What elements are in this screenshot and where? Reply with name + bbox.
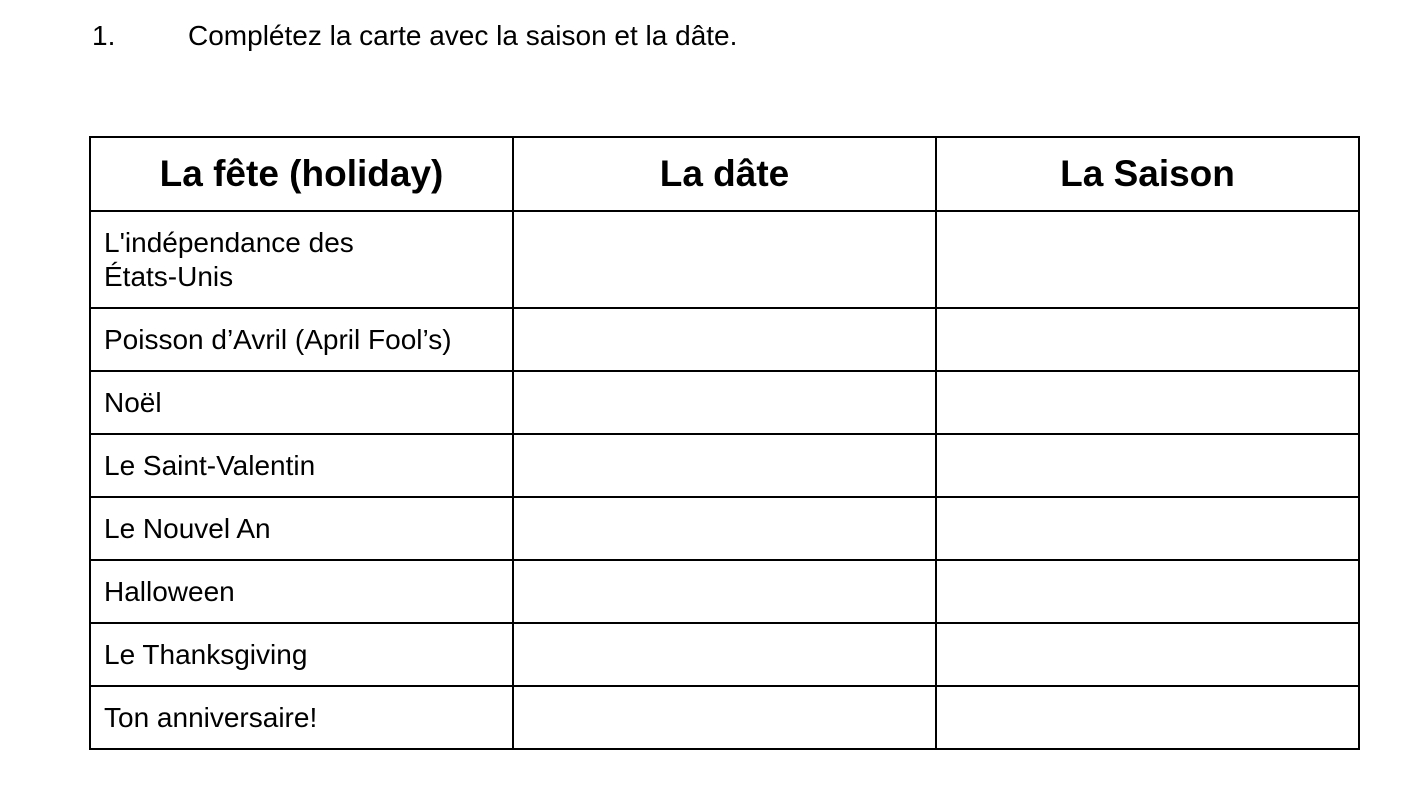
- holiday-cell: Le Thanksgiving: [90, 623, 513, 686]
- holiday-cell: Le Saint-Valentin: [90, 434, 513, 497]
- season-cell[interactable]: [936, 686, 1359, 749]
- date-cell[interactable]: [513, 308, 936, 371]
- season-cell[interactable]: [936, 371, 1359, 434]
- date-cell[interactable]: [513, 686, 936, 749]
- header-season: La Saison: [936, 137, 1359, 211]
- table-row: [90, 497, 1359, 560]
- table-row: [90, 623, 1359, 686]
- date-cell[interactable]: [513, 434, 936, 497]
- holiday-cell: Ton anniversaire!: [90, 686, 513, 749]
- season-cell[interactable]: [936, 497, 1359, 560]
- instruction: [92, 18, 737, 54]
- season-cell[interactable]: [936, 560, 1359, 623]
- holiday-cell: Poisson d’Avril (April Fool’s): [90, 308, 513, 371]
- table-row: [90, 308, 1359, 371]
- date-cell[interactable]: [513, 371, 936, 434]
- holiday-table: [89, 136, 1360, 750]
- table-row: [90, 686, 1359, 749]
- holiday-cell: Halloween: [90, 560, 513, 623]
- holiday-label: L'indépendance des États-Unis: [104, 226, 354, 292]
- season-cell[interactable]: [936, 434, 1359, 497]
- header-date: La dâte: [513, 137, 936, 211]
- instruction-text: Complétez la carte avec la saison et la dâte.: [188, 20, 738, 51]
- holiday-cell: Le Nouvel An: [90, 497, 513, 560]
- table-row: [90, 560, 1359, 623]
- date-cell[interactable]: [513, 560, 936, 623]
- holiday-cell: [90, 211, 513, 308]
- instruction-number: 1.: [92, 20, 116, 51]
- date-cell[interactable]: [513, 623, 936, 686]
- table-row: [90, 211, 1359, 308]
- header-holiday: La fête (holiday): [90, 137, 513, 211]
- season-cell[interactable]: [936, 623, 1359, 686]
- header-row: [90, 137, 1359, 211]
- table-row: [90, 434, 1359, 497]
- holiday-cell: Noël: [90, 371, 513, 434]
- table-row: [90, 371, 1359, 434]
- date-cell[interactable]: [513, 497, 936, 560]
- season-cell[interactable]: [936, 211, 1359, 308]
- season-cell[interactable]: [936, 308, 1359, 371]
- date-cell[interactable]: [513, 211, 936, 308]
